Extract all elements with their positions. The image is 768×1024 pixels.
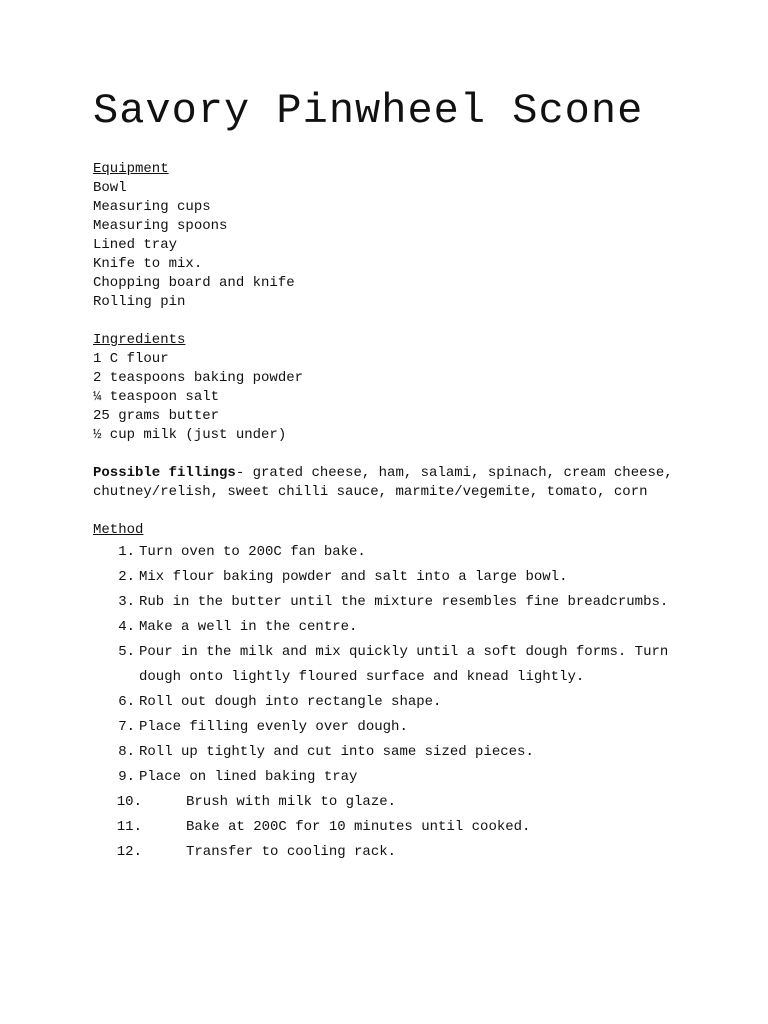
- fillings-label: Possible fillings: [93, 465, 236, 481]
- equipment-heading: Equipment: [93, 161, 169, 177]
- ingredients-section: [93, 331, 673, 445]
- step-number: 4.: [118, 619, 135, 635]
- equipment-item: Lined tray: [93, 237, 178, 253]
- step-text: Make a well in the centre.: [139, 619, 358, 635]
- equipment-item: Knife to mix.: [93, 256, 203, 272]
- method-steps-list: [93, 540, 673, 865]
- step-text: Rub in the butter until the mixture resembles fine breadcrumbs.: [139, 594, 669, 610]
- equipment-item: Chopping board and knife: [93, 275, 295, 291]
- step-text: Brush with milk to glaze.: [186, 794, 397, 810]
- fillings-paragraph: [93, 464, 673, 502]
- step-number: 5.: [118, 644, 135, 660]
- step-text: Pour in the milk and mix quickly until a soft dough forms. Turn dough onto lightly floured surface and knead lightly.: [139, 644, 669, 685]
- ingredient-item: 2 teaspoons baking powder: [93, 370, 304, 386]
- step-number: 7.: [118, 719, 135, 735]
- equipment-item: Rolling pin: [93, 294, 186, 310]
- ingredients-heading: Ingredients: [93, 332, 186, 348]
- method-step: [93, 790, 673, 815]
- equipment-section: [93, 160, 673, 312]
- method-step: [93, 765, 673, 790]
- method-step: [93, 815, 673, 840]
- method-step: [93, 565, 673, 590]
- step-number: 11.: [116, 819, 142, 835]
- equipment-item: Bowl: [93, 180, 127, 196]
- step-number: 12.: [116, 844, 142, 860]
- step-number: 6.: [118, 694, 135, 710]
- method-step: [93, 615, 673, 640]
- step-number: 3.: [118, 594, 135, 610]
- step-number: 9.: [118, 769, 135, 785]
- ingredient-item: 1 C flour: [93, 351, 169, 367]
- step-number: 10.: [116, 794, 142, 810]
- method-heading: Method: [93, 522, 144, 538]
- step-number: 1.: [118, 544, 135, 560]
- ingredient-item: ½ cup milk (just under): [93, 427, 287, 443]
- method-step: [93, 540, 673, 565]
- method-step: [93, 840, 673, 865]
- spacer: [93, 502, 673, 521]
- method-step: [93, 715, 673, 740]
- step-text: Mix flour baking powder and salt into a large bowl.: [139, 569, 568, 585]
- step-text: Roll up tightly and cut into same sized pieces.: [139, 744, 534, 760]
- step-number: 2.: [118, 569, 135, 585]
- method-step: [93, 640, 673, 690]
- ingredient-item: ¼ teaspoon salt: [93, 389, 220, 405]
- spacer: [93, 312, 673, 331]
- equipment-item: Measuring cups: [93, 199, 211, 215]
- spacer: [93, 445, 673, 464]
- step-text: Transfer to cooling rack.: [186, 844, 397, 860]
- step-text: Roll out dough into rectangle shape.: [139, 694, 442, 710]
- equipment-item: Measuring spoons: [93, 218, 228, 234]
- page-title: Savory Pinwheel Scone: [93, 87, 644, 135]
- step-text: Place filling evenly over dough.: [139, 719, 408, 735]
- method-step: [93, 740, 673, 765]
- step-text: Turn oven to 200C fan bake.: [139, 544, 366, 560]
- ingredient-item: 25 grams butter: [93, 408, 220, 424]
- step-text: Place on lined baking tray: [139, 769, 358, 785]
- step-text: Bake at 200C for 10 minutes until cooked.: [186, 819, 531, 835]
- method-step: [93, 690, 673, 715]
- fillings-text: - grated cheese, ham, salami, spinach, cream cheese, chutney/relish, sweet chilli sauce, marmite/vegemite, tomato, corn: [93, 465, 673, 500]
- method-section: [93, 521, 673, 865]
- step-number: 8.: [118, 744, 135, 760]
- recipe-body: [93, 160, 673, 865]
- method-step: [93, 590, 673, 615]
